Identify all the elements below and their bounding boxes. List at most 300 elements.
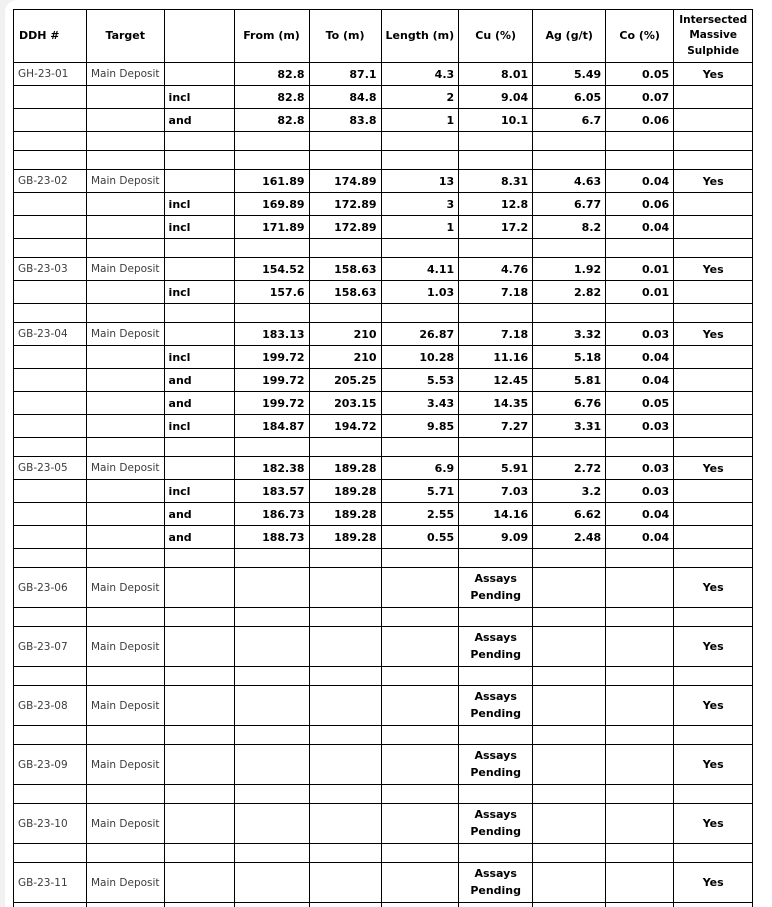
cell-ag: [533, 745, 606, 785]
cell-intersected: [674, 239, 753, 258]
cell-cu: 9.09: [459, 526, 533, 549]
cell-cu: Assays Pending: [459, 804, 533, 844]
cell-target: [87, 304, 165, 323]
cell-ddh: [14, 480, 87, 503]
cell-target: [87, 903, 165, 907]
cell-length: 10.28: [381, 346, 459, 369]
cell-ag: [533, 549, 606, 568]
cell-to: 194.72: [309, 415, 381, 438]
cell-length: [381, 844, 459, 863]
cell-cu: [459, 549, 533, 568]
cell-qualifier: incl: [164, 281, 234, 304]
table-row: [14, 216, 753, 239]
cell-to: 172.89: [309, 193, 381, 216]
cell-ddh: GB-23-06: [14, 568, 87, 608]
table-row: [14, 415, 753, 438]
cell-cu: [459, 304, 533, 323]
cell-intersected: Yes: [674, 170, 753, 193]
cell-qualifier: [164, 745, 234, 785]
cell-cu: [459, 903, 533, 907]
table-row: [14, 63, 753, 86]
table-row: [14, 627, 753, 667]
cell-length: 13: [381, 170, 459, 193]
cell-ddh: GB-23-02: [14, 170, 87, 193]
table-row: [14, 86, 753, 109]
spacer-row: [14, 239, 753, 258]
cell-qualifier: [164, 151, 234, 170]
cell-ag: 2.72: [533, 457, 606, 480]
cell-from: [234, 667, 309, 686]
cell-to: [309, 726, 381, 745]
cell-to: 83.8: [309, 109, 381, 132]
cell-intersected: [674, 608, 753, 627]
cell-length: [381, 903, 459, 907]
cell-target: Main Deposit: [87, 170, 165, 193]
cell-from: [234, 608, 309, 627]
table-row: [14, 503, 753, 526]
cell-cu: 8.31: [459, 170, 533, 193]
cell-qualifier: [164, 457, 234, 480]
cell-target: [87, 346, 165, 369]
cell-qualifier: [164, 844, 234, 863]
cell-to: [309, 132, 381, 151]
cell-target: [87, 193, 165, 216]
cell-ddh: GH-23-01: [14, 63, 87, 86]
cell-from: [234, 304, 309, 323]
cell-length: [381, 132, 459, 151]
cell-ag: 5.49: [533, 63, 606, 86]
cell-to: [309, 785, 381, 804]
cell-cu: 7.18: [459, 323, 533, 346]
column-header-length: Length (m): [381, 10, 459, 63]
cell-ag: [533, 438, 606, 457]
cell-target: [87, 151, 165, 170]
cell-length: 5.53: [381, 369, 459, 392]
cell-to: [309, 745, 381, 785]
cell-qualifier: [164, 438, 234, 457]
cell-cu: 9.04: [459, 86, 533, 109]
cell-target: [87, 667, 165, 686]
cell-to: 84.8: [309, 86, 381, 109]
table-row: [14, 457, 753, 480]
cell-co: [606, 785, 674, 804]
cell-co: [606, 438, 674, 457]
cell-to: [309, 844, 381, 863]
cell-ddh: [14, 109, 87, 132]
cell-ddh: GB-23-04: [14, 323, 87, 346]
column-header-co: Co (%): [606, 10, 674, 63]
cell-co: [606, 726, 674, 745]
cell-ddh: [14, 903, 87, 907]
table-row: [14, 480, 753, 503]
column-header-ag: Ag (g/t): [533, 10, 606, 63]
cell-length: 1: [381, 109, 459, 132]
cell-from: [234, 686, 309, 726]
column-header-qualifier: [164, 10, 234, 63]
cell-qualifier: [164, 726, 234, 745]
cell-intersected: [674, 151, 753, 170]
table-row: [14, 369, 753, 392]
cell-co: [606, 844, 674, 863]
cell-co: [606, 686, 674, 726]
cell-intersected: Yes: [674, 568, 753, 608]
spacer-row: [14, 151, 753, 170]
cell-ag: [533, 568, 606, 608]
cell-ag: 5.81: [533, 369, 606, 392]
cell-length: [381, 549, 459, 568]
cell-ag: 2.82: [533, 281, 606, 304]
cell-co: 0.01: [606, 258, 674, 281]
cell-intersected: [674, 785, 753, 804]
cell-intersected: [674, 216, 753, 239]
cell-cu: 17.2: [459, 216, 533, 239]
table-row: [14, 745, 753, 785]
cell-ddh: GB-23-11: [14, 863, 87, 903]
cell-qualifier: [164, 568, 234, 608]
cell-ag: 1.92: [533, 258, 606, 281]
cell-ddh: [14, 549, 87, 568]
column-header-from: From (m): [234, 10, 309, 63]
cell-target: Main Deposit: [87, 457, 165, 480]
cell-length: [381, 627, 459, 667]
cell-ag: 3.31: [533, 415, 606, 438]
cell-qualifier: and: [164, 109, 234, 132]
column-header-ddh: DDH #: [14, 10, 87, 63]
cell-co: 0.04: [606, 526, 674, 549]
cell-to: 158.63: [309, 281, 381, 304]
cell-from: [234, 151, 309, 170]
cell-qualifier: [164, 863, 234, 903]
spacer-row: [14, 549, 753, 568]
header-row: [14, 10, 753, 63]
cell-target: [87, 438, 165, 457]
cell-ddh: [14, 844, 87, 863]
cell-to: 174.89: [309, 170, 381, 193]
cell-ddh: GB-23-03: [14, 258, 87, 281]
cell-from: 82.8: [234, 63, 309, 86]
cell-to: 205.25: [309, 369, 381, 392]
cell-ag: [533, 608, 606, 627]
cell-from: [234, 844, 309, 863]
cell-ddh: [14, 132, 87, 151]
cell-from: 199.72: [234, 392, 309, 415]
cell-cu: 14.35: [459, 392, 533, 415]
cell-target: [87, 392, 165, 415]
cell-length: [381, 304, 459, 323]
cell-from: [234, 745, 309, 785]
cell-target: [87, 239, 165, 258]
cell-cu: [459, 438, 533, 457]
cell-ddh: [14, 86, 87, 109]
cell-ddh: [14, 785, 87, 804]
table-row: [14, 863, 753, 903]
cell-from: 82.8: [234, 109, 309, 132]
cell-ag: 5.18: [533, 346, 606, 369]
cell-to: [309, 627, 381, 667]
cell-length: 0.55: [381, 526, 459, 549]
column-header-to: To (m): [309, 10, 381, 63]
cell-to: [309, 239, 381, 258]
table-row: [14, 193, 753, 216]
cell-intersected: Yes: [674, 804, 753, 844]
cell-ddh: [14, 503, 87, 526]
cell-ddh: [14, 304, 87, 323]
cell-length: [381, 785, 459, 804]
cell-length: [381, 686, 459, 726]
cell-co: 0.06: [606, 193, 674, 216]
table-row: [14, 526, 753, 549]
column-header-cu: Cu (%): [459, 10, 533, 63]
cell-length: 2.55: [381, 503, 459, 526]
drill-results-table: [13, 9, 753, 907]
cell-qualifier: incl: [164, 415, 234, 438]
cell-co: 0.04: [606, 503, 674, 526]
cell-qualifier: [164, 170, 234, 193]
cell-from: [234, 627, 309, 667]
table-row: [14, 686, 753, 726]
cell-intersected: [674, 438, 753, 457]
spacer-row: [14, 844, 753, 863]
cell-length: 2: [381, 86, 459, 109]
cell-target: [87, 503, 165, 526]
cell-co: [606, 804, 674, 844]
cell-target: [87, 785, 165, 804]
cell-qualifier: [164, 627, 234, 667]
cell-intersected: [674, 86, 753, 109]
cell-cu: Assays Pending: [459, 568, 533, 608]
spacer-row: [14, 608, 753, 627]
cell-target: [87, 608, 165, 627]
cell-qualifier: [164, 132, 234, 151]
spacer-row: [14, 132, 753, 151]
cell-cu: 10.1: [459, 109, 533, 132]
cell-from: [234, 438, 309, 457]
cell-qualifier: [164, 323, 234, 346]
cell-target: [87, 369, 165, 392]
cell-intersected: [674, 667, 753, 686]
cell-qualifier: [164, 258, 234, 281]
cell-ag: 4.63: [533, 170, 606, 193]
cell-cu: 7.18: [459, 281, 533, 304]
cell-target: Main Deposit: [87, 63, 165, 86]
cell-cu: [459, 608, 533, 627]
cell-to: 189.28: [309, 526, 381, 549]
cell-cu: [459, 726, 533, 745]
cell-qualifier: [164, 549, 234, 568]
cell-qualifier: [164, 903, 234, 907]
cell-ddh: [14, 193, 87, 216]
cell-target: [87, 726, 165, 745]
cell-to: 158.63: [309, 258, 381, 281]
table-row: [14, 170, 753, 193]
cell-ddh: [14, 608, 87, 627]
table-row: [14, 568, 753, 608]
spacer-row: [14, 903, 753, 907]
cell-ddh: [14, 392, 87, 415]
cell-from: 199.72: [234, 369, 309, 392]
cell-from: [234, 903, 309, 907]
cell-from: [234, 726, 309, 745]
cell-from: 161.89: [234, 170, 309, 193]
cell-to: [309, 903, 381, 907]
cell-qualifier: incl: [164, 216, 234, 239]
cell-intersected: Yes: [674, 627, 753, 667]
cell-ag: 3.32: [533, 323, 606, 346]
cell-cu: 7.03: [459, 480, 533, 503]
cell-length: [381, 608, 459, 627]
cell-ag: [533, 667, 606, 686]
cell-intersected: [674, 415, 753, 438]
cell-ag: [533, 151, 606, 170]
cell-length: [381, 239, 459, 258]
cell-target: [87, 415, 165, 438]
cell-intersected: [674, 281, 753, 304]
cell-to: 172.89: [309, 216, 381, 239]
cell-ddh: [14, 346, 87, 369]
cell-cu: [459, 667, 533, 686]
cell-to: 189.28: [309, 480, 381, 503]
cell-target: [87, 216, 165, 239]
spacer-row: [14, 438, 753, 457]
cell-cu: 4.76: [459, 258, 533, 281]
cell-co: [606, 903, 674, 907]
cell-co: 0.05: [606, 63, 674, 86]
table-row: [14, 804, 753, 844]
cell-length: 1.03: [381, 281, 459, 304]
cell-intersected: [674, 304, 753, 323]
cell-length: [381, 568, 459, 608]
cell-co: 0.06: [606, 109, 674, 132]
cell-from: [234, 804, 309, 844]
cell-co: 0.04: [606, 346, 674, 369]
cell-qualifier: [164, 608, 234, 627]
cell-length: 1: [381, 216, 459, 239]
table-row: [14, 109, 753, 132]
cell-cu: 8.01: [459, 63, 533, 86]
cell-co: 0.05: [606, 392, 674, 415]
cell-qualifier: [164, 785, 234, 804]
cell-length: 5.71: [381, 480, 459, 503]
cell-target: [87, 132, 165, 151]
cell-intersected: [674, 369, 753, 392]
cell-ddh: [14, 415, 87, 438]
table-body: [14, 63, 753, 907]
cell-length: 3: [381, 193, 459, 216]
cell-co: [606, 568, 674, 608]
cell-target: Main Deposit: [87, 568, 165, 608]
cell-ddh: [14, 526, 87, 549]
cell-length: 9.85: [381, 415, 459, 438]
cell-intersected: Yes: [674, 863, 753, 903]
cell-qualifier: [164, 686, 234, 726]
cell-co: 0.04: [606, 369, 674, 392]
cell-ag: 6.77: [533, 193, 606, 216]
cell-co: [606, 863, 674, 903]
cell-to: 210: [309, 346, 381, 369]
cell-intersected: [674, 549, 753, 568]
cell-ddh: [14, 667, 87, 686]
cell-length: 26.87: [381, 323, 459, 346]
cell-qualifier: incl: [164, 193, 234, 216]
cell-ddh: GB-23-09: [14, 745, 87, 785]
cell-ddh: [14, 369, 87, 392]
cell-ag: 6.7: [533, 109, 606, 132]
cell-intersected: [674, 726, 753, 745]
cell-co: [606, 239, 674, 258]
cell-co: 0.07: [606, 86, 674, 109]
cell-intersected: Yes: [674, 457, 753, 480]
cell-cu: [459, 844, 533, 863]
cell-intersected: Yes: [674, 686, 753, 726]
cell-to: [309, 686, 381, 726]
table-row: [14, 392, 753, 415]
spacer-row: [14, 785, 753, 804]
cell-cu: Assays Pending: [459, 863, 533, 903]
cell-from: [234, 863, 309, 903]
cell-qualifier: [164, 804, 234, 844]
cell-to: [309, 151, 381, 170]
cell-qualifier: [164, 239, 234, 258]
cell-intersected: [674, 193, 753, 216]
cell-ag: 6.62: [533, 503, 606, 526]
cell-intersected: Yes: [674, 745, 753, 785]
cell-length: 4.3: [381, 63, 459, 86]
cell-ag: [533, 132, 606, 151]
cell-to: 189.28: [309, 457, 381, 480]
cell-co: [606, 132, 674, 151]
cell-intersected: Yes: [674, 323, 753, 346]
cell-length: [381, 863, 459, 903]
cell-cu: 7.27: [459, 415, 533, 438]
cell-to: [309, 549, 381, 568]
cell-ddh: [14, 216, 87, 239]
cell-co: 0.03: [606, 415, 674, 438]
cell-ag: [533, 785, 606, 804]
cell-target: [87, 844, 165, 863]
cell-cu: 11.16: [459, 346, 533, 369]
spacer-row: [14, 667, 753, 686]
cell-ag: [533, 304, 606, 323]
spacer-row: [14, 726, 753, 745]
cell-cu: 12.8: [459, 193, 533, 216]
table-row: [14, 346, 753, 369]
cell-ag: [533, 726, 606, 745]
cell-ddh: GB-23-08: [14, 686, 87, 726]
cell-cu: [459, 132, 533, 151]
cell-from: 154.52: [234, 258, 309, 281]
cell-ag: [533, 686, 606, 726]
cell-ag: [533, 903, 606, 907]
cell-ddh: [14, 239, 87, 258]
cell-ag: 8.2: [533, 216, 606, 239]
cell-length: 6.9: [381, 457, 459, 480]
cell-length: [381, 745, 459, 785]
cell-length: [381, 804, 459, 844]
cell-from: 183.57: [234, 480, 309, 503]
cell-to: [309, 667, 381, 686]
cell-from: 171.89: [234, 216, 309, 239]
cell-from: 82.8: [234, 86, 309, 109]
cell-target: Main Deposit: [87, 323, 165, 346]
cell-co: [606, 549, 674, 568]
cell-ddh: GB-23-07: [14, 627, 87, 667]
cell-ag: 3.2: [533, 480, 606, 503]
cell-co: 0.03: [606, 323, 674, 346]
cell-cu: [459, 785, 533, 804]
content-panel: [5, 0, 772, 907]
cell-intersected: [674, 109, 753, 132]
cell-cu: [459, 151, 533, 170]
